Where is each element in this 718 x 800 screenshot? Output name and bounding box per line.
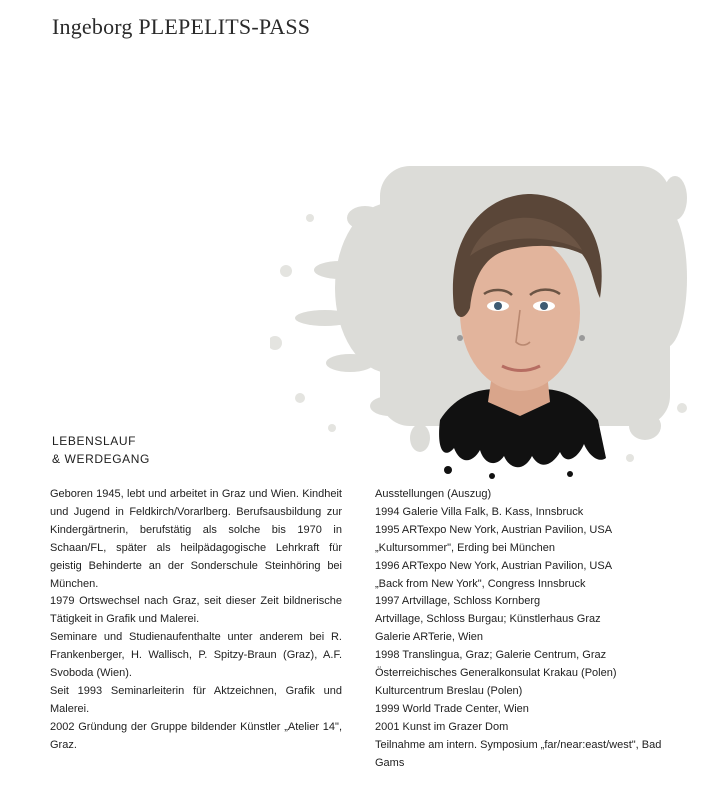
biography-paragraph: Seminare und Studienaufenthalte unter anderem bei R. Frankenberger, H. Wallisch, P. Spitzy-Braun (Graz), A.F. Svoboda (Wien). [50, 631, 342, 680]
exhibition-entry: Teilnahme am intern. Symposium „far/near:east/west", Bad Gams [375, 738, 662, 769]
exhibition-entry: Galerie ARTerie, Wien [375, 631, 484, 644]
biography-paragraph: Geboren 1945, lebt und arbeitet in Graz und Wien. Kindheit und Jugend in Feldkirch/Vorarlberg. Berufsausbildung zur Kindergärtnerin, berufstätig als solche bis 1970 in Schaan/FL, später als heilpädagogische Lehrkraft für geistig Behinderte an der Sonderschule Steinhöring bei München. [50, 488, 342, 590]
exhibition-entry: „Kultursommer", Erding bei München [375, 541, 555, 554]
biography-paragraph: 2002 Gründung der Gruppe bildender Künstler „Atelier 14", Graz. [50, 720, 342, 751]
exhibition-entry: Kulturcentrum Breslau (Polen) [375, 684, 523, 697]
exhibition-entry: 2001 Kunst im Grazer Dom [375, 720, 509, 733]
exhibition-entry: Österreichisches Generalkonsulat Krakau (Polen) [375, 667, 617, 680]
exhibition-entry: 1998 Translingua, Graz; Galerie Centrum, Graz [375, 649, 607, 662]
portrait-photo [270, 158, 690, 488]
page-title: Ingeborg PLEPELITS-PASS [52, 14, 311, 39]
exhibition-entry: 1995 ARTexpo New York, Austrian Pavilion, USA [375, 523, 613, 536]
exhibitions-column [375, 486, 665, 773]
exhibition-entry: 1997 Artvillage, Schloss Kornberg [375, 595, 541, 608]
biography-paragraph: 1979 Ortswechsel nach Graz, seit dieser Zeit bildnerische Tätigkeit in Grafik und Malerei. [50, 595, 342, 626]
exhibition-entry: „Back from New York", Congress Innsbruck [375, 577, 586, 590]
section-heading [52, 432, 150, 468]
exhibition-entry: 1999 World Trade Center, Wien [375, 702, 529, 715]
biography-paragraph: Seit 1993 Seminarleiterin für Aktzeichnen, Grafik und Malerei. [50, 684, 342, 715]
exhibition-entry: 1996 ARTexpo New York, Austrian Pavilion, USA [375, 559, 613, 572]
section-heading-line-1: LEBENSLAUF [52, 434, 137, 448]
section-heading-line-2: & WERDEGANG [52, 452, 150, 466]
biography-column [50, 486, 342, 755]
exhibition-entry: 1994 Galerie Villa Falk, B. Kass, Innsbruck [375, 505, 584, 518]
exhibition-entry: Artvillage, Schloss Burgau; Künstlerhaus Graz [375, 613, 601, 626]
exhibitions-heading: Ausstellungen (Auszug) [375, 488, 492, 500]
